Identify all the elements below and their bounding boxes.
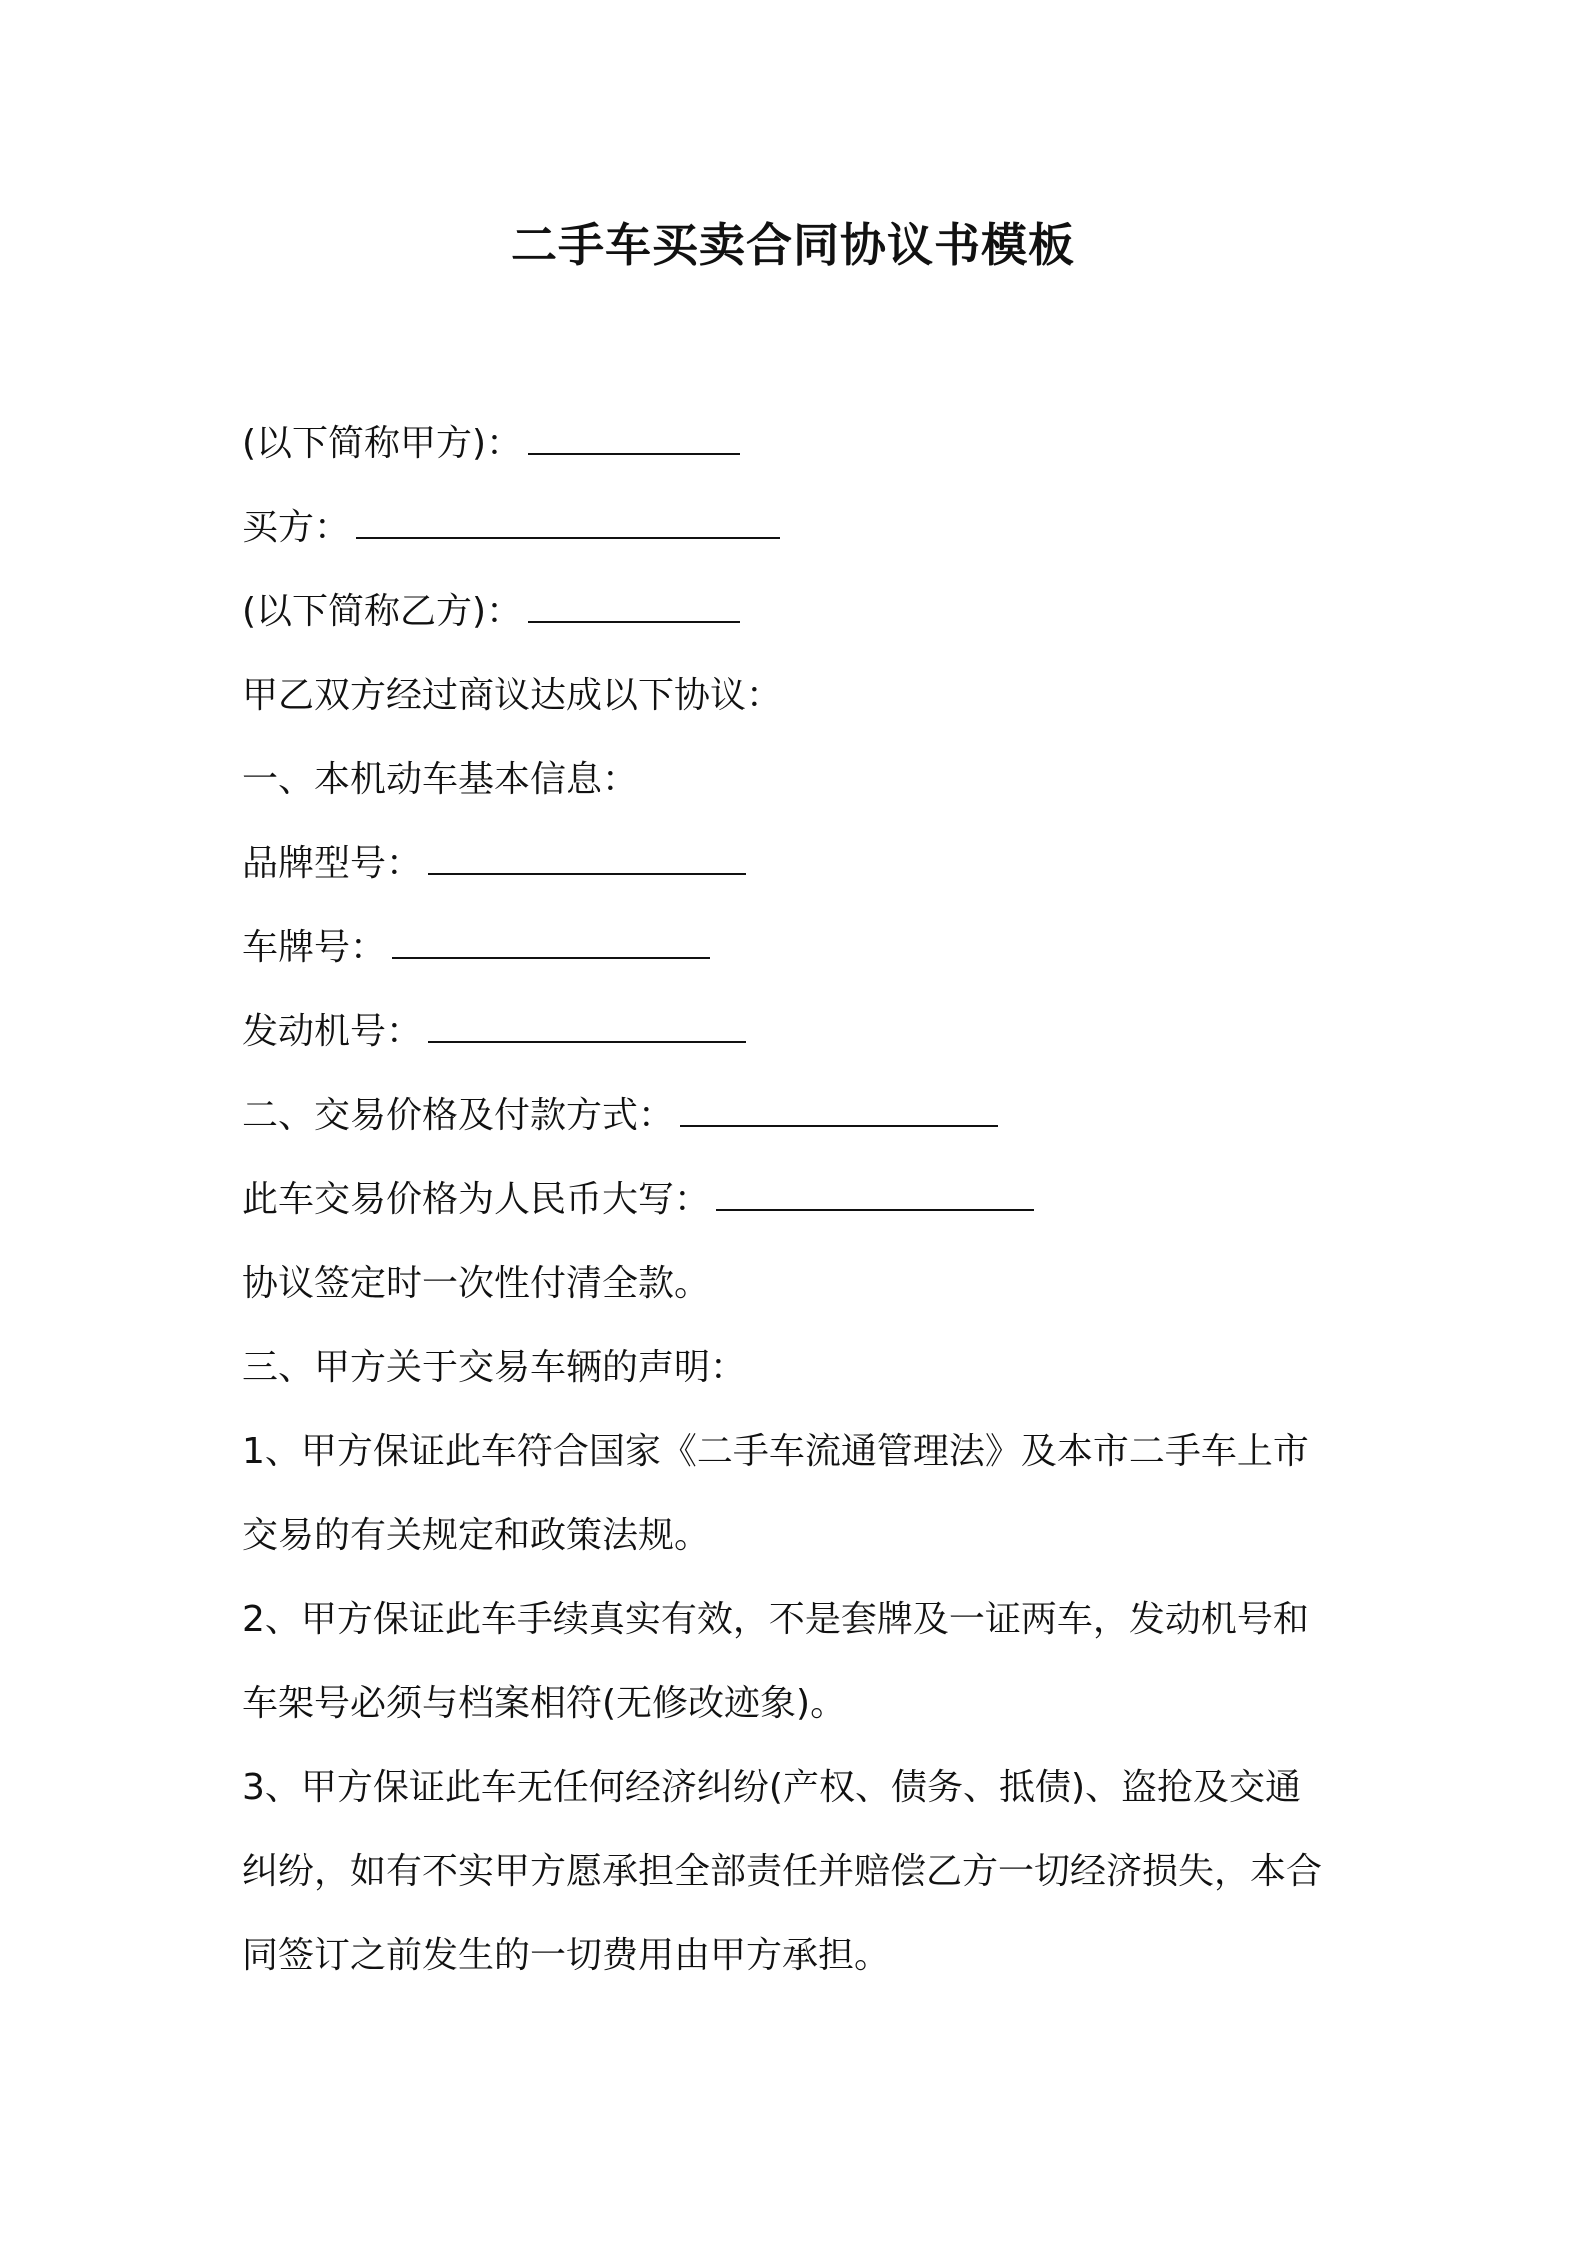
brand-model-line — [242, 822, 1362, 906]
clause3-line-c: 同签订之前发生的一切费用由甲方承担。 — [242, 1935, 891, 1976]
engine-number-label: 发动机号： — [242, 1011, 423, 1052]
section2-heading-line — [242, 1074, 1362, 1158]
clause1-line-a: 1、甲方保证此车符合国家《二手车流通管理法》及本市二手车上市 — [242, 1431, 1309, 1472]
price-upper-label: 此车交易价格为人民币大写： — [242, 1179, 711, 1220]
clause1-line-b: 交易的有关规定和政策法规。 — [242, 1515, 711, 1556]
agreement-intro: 甲乙双方经过商议达成以下协议： — [242, 675, 783, 716]
document-title: 二手车买卖合同协议书模板 — [511, 218, 1075, 272]
party-b-line — [242, 570, 1362, 654]
clause3-line-b: 纠纷，如有不实甲方愿承担全部责任并赔偿乙方一切经济损失，本合 — [242, 1851, 1323, 1892]
plate-number-blank — [392, 927, 710, 959]
party-b-blank — [528, 591, 740, 623]
engine-number-line — [242, 990, 1362, 1074]
engine-number-blank — [428, 1011, 746, 1043]
buyer-label: 买方： — [242, 507, 351, 548]
brand-model-label: 品牌型号： — [242, 843, 423, 884]
section1-heading: 一、本机动车基本信息： — [242, 759, 639, 800]
section2-blank — [680, 1095, 998, 1127]
payment-once-line: 协议签定时一次性付清全款。 — [242, 1263, 711, 1304]
plate-number-line — [242, 906, 1362, 990]
party-a-line — [242, 402, 1362, 486]
section2-heading: 二、交易价格及付款方式： — [242, 1095, 675, 1136]
price-upper-blank — [716, 1179, 1034, 1211]
party-a-blank — [528, 423, 740, 455]
plate-number-label: 车牌号： — [242, 927, 387, 968]
buyer-line — [242, 486, 1362, 570]
clause2-line-a: 2、甲方保证此车手续真实有效，不是套牌及一证两车，发动机号和 — [242, 1599, 1309, 1640]
party-b-label: (以下简称乙方)： — [242, 591, 523, 632]
section3-heading: 三、甲方关于交易车辆的声明： — [242, 1347, 747, 1388]
price-upper-line — [242, 1158, 1362, 1242]
document-body — [242, 402, 1362, 1998]
brand-model-blank — [428, 843, 746, 875]
buyer-blank — [356, 507, 780, 539]
clause2-line-b: 车架号必须与档案相符(无修改迹象)。 — [242, 1683, 847, 1724]
clause3-line-a: 3、甲方保证此车无任何经济纠纷(产权、债务、抵债)、盗抢及交通 — [242, 1767, 1301, 1808]
party-a-label: (以下简称甲方)： — [242, 423, 523, 464]
